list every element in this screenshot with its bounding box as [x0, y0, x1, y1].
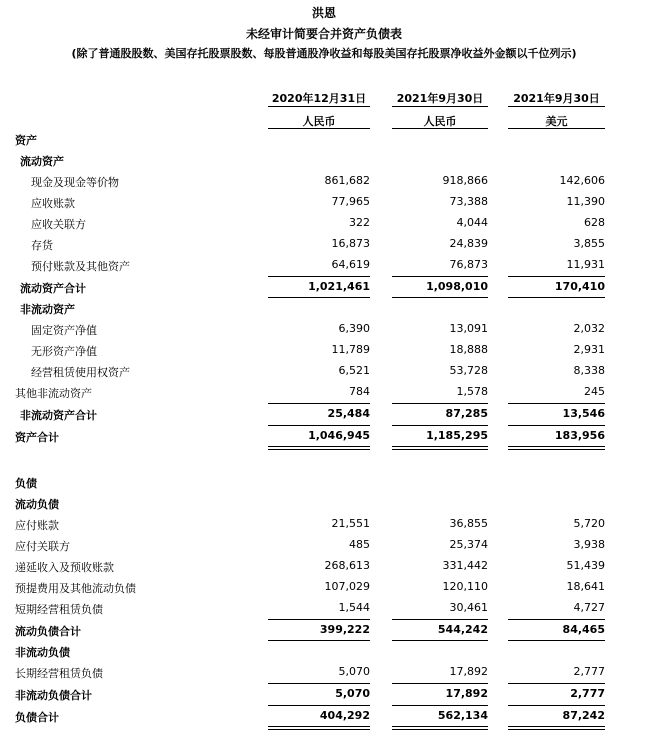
row-label: 短期经营租赁负债	[15, 603, 103, 616]
total-double-rule	[508, 446, 605, 450]
cell-value: 784	[349, 385, 370, 398]
table-row	[0, 256, 648, 276]
table-row	[0, 515, 648, 535]
section-heading-liabilities	[0, 473, 648, 493]
cell-value: 73,388	[449, 195, 488, 208]
column-rule-2	[392, 128, 488, 129]
subtotal-rule	[508, 705, 605, 706]
table-row	[0, 320, 648, 340]
cell-value: 16,873	[331, 237, 370, 250]
total-double-rule	[508, 726, 605, 730]
row-label: 负债合计	[15, 711, 59, 724]
row-label: 资产	[15, 134, 37, 147]
subtotal-rule	[508, 297, 605, 298]
total-row-current-liabilities	[0, 621, 648, 641]
total-row-noncurrent-assets	[0, 405, 648, 425]
subtotal-rule	[392, 640, 488, 641]
column-header-2	[392, 90, 488, 129]
row-label: 流动负债合计	[15, 625, 81, 638]
row-label: 其他非流动资产	[15, 387, 92, 400]
row-label: 固定资产净值	[31, 324, 97, 337]
subtotal-rule	[392, 297, 488, 298]
table-row	[0, 557, 648, 577]
cell-value: 3,938	[573, 538, 605, 551]
cell-value: 628	[584, 216, 605, 229]
subtotal-rule	[508, 619, 605, 620]
subsection-heading-current-liabilities	[0, 494, 648, 514]
subtotal-rule	[508, 683, 605, 684]
total-row-noncurrent-liabilities	[0, 685, 648, 705]
column-currency-3: 美元	[545, 115, 568, 128]
row-label: 流动负债	[15, 498, 59, 511]
column-date-3: 2021年9月30日	[508, 90, 605, 107]
table-row	[0, 578, 648, 598]
subsection-heading-current-assets	[0, 151, 648, 171]
cell-value: 404,292	[319, 709, 370, 722]
row-label: 长期经营租赁负债	[15, 667, 103, 680]
cell-value: 77,965	[331, 195, 370, 208]
row-label: 现金及现金等价物	[31, 176, 119, 189]
subtotal-rule	[392, 705, 488, 706]
cell-value: 18,641	[566, 580, 605, 593]
column-currency-1: 人民币	[302, 115, 336, 128]
cell-value: 13,546	[562, 407, 605, 420]
cell-value: 544,242	[437, 623, 488, 636]
total-double-rule	[268, 726, 370, 730]
row-label: 预付账款及其他资产	[31, 260, 130, 273]
cell-value: 13,091	[449, 322, 488, 335]
subtotal-rule	[268, 705, 370, 706]
cell-value: 2,777	[570, 687, 605, 700]
cell-value: 11,390	[566, 195, 605, 208]
cell-value: 268,613	[324, 559, 370, 572]
cell-value: 4,044	[456, 216, 488, 229]
subtotal-rule	[392, 619, 488, 620]
company-name: 洪恩	[311, 6, 336, 20]
cell-value: 5,070	[338, 665, 370, 678]
cell-value: 76,873	[449, 258, 488, 271]
cell-value: 17,892	[445, 687, 488, 700]
subtotal-rule	[508, 276, 605, 277]
table-row	[0, 362, 648, 382]
subtotal-rule	[508, 640, 605, 641]
cell-value: 6,521	[338, 364, 370, 377]
cell-value: 485	[349, 538, 370, 551]
cell-value: 6,390	[338, 322, 370, 335]
cell-value: 399,222	[319, 623, 370, 636]
cell-value: 1,098,010	[426, 280, 488, 293]
cell-value: 1,185,295	[426, 429, 488, 442]
total-double-rule	[268, 446, 370, 450]
row-label: 负债	[15, 477, 37, 490]
cell-value: 170,410	[554, 280, 605, 293]
subtotal-rule	[268, 425, 370, 426]
cell-value: 17,892	[449, 665, 488, 678]
cell-value: 87,285	[445, 407, 488, 420]
row-label: 非流动资产	[20, 303, 75, 316]
cell-value: 1,021,461	[308, 280, 370, 293]
subtotal-rule	[392, 683, 488, 684]
table-row	[0, 536, 648, 556]
subsection-heading-noncurrent-liabilities	[0, 642, 648, 662]
subsection-heading-noncurrent-assets	[0, 299, 648, 319]
cell-value: 2,931	[573, 343, 605, 356]
cell-value: 331,442	[442, 559, 488, 572]
cell-value: 8,338	[573, 364, 605, 377]
subtotal-rule	[268, 640, 370, 641]
row-label: 资产合计	[15, 431, 59, 444]
cell-value: 120,110	[442, 580, 488, 593]
cell-value: 36,855	[449, 517, 488, 530]
cell-value: 25,374	[449, 538, 488, 551]
cell-value: 25,484	[327, 407, 370, 420]
row-label: 非流动资产合计	[20, 409, 97, 422]
table-row	[0, 663, 648, 683]
cell-value: 30,461	[449, 601, 488, 614]
subtotal-rule	[268, 403, 370, 404]
cell-value: 245	[584, 385, 605, 398]
column-header-1	[268, 90, 370, 129]
row-label: 流动资产	[20, 155, 64, 168]
row-label: 预提费用及其他流动负债	[15, 582, 136, 595]
total-double-rule	[392, 726, 488, 730]
subtotal-rule	[268, 276, 370, 277]
cell-value: 51,439	[566, 559, 605, 572]
table-row	[0, 193, 648, 213]
row-label: 应收账款	[31, 197, 75, 210]
table-row	[0, 235, 648, 255]
table-row	[0, 341, 648, 361]
subtotal-rule	[392, 403, 488, 404]
cell-value: 4,727	[573, 601, 605, 614]
table-row	[0, 383, 648, 403]
total-row-assets	[0, 427, 648, 447]
cell-value: 1,544	[338, 601, 370, 614]
cell-value: 107,029	[324, 580, 370, 593]
row-label: 无形资产净值	[31, 345, 97, 358]
cell-value: 87,242	[562, 709, 605, 722]
cell-value: 2,032	[573, 322, 605, 335]
column-currency-2: 人民币	[423, 115, 457, 128]
subtotal-rule	[268, 619, 370, 620]
cell-value: 918,866	[442, 174, 488, 187]
subtotal-rule	[268, 297, 370, 298]
subtotal-rule	[508, 403, 605, 404]
subtotal-rule	[268, 683, 370, 684]
cell-value: 21,551	[331, 517, 370, 530]
cell-value: 562,134	[437, 709, 488, 722]
subtotal-rule	[508, 425, 605, 426]
subtotal-rule	[392, 276, 488, 277]
total-row-current-assets	[0, 278, 648, 298]
cell-value: 1,046,945	[308, 429, 370, 442]
cell-value: 11,931	[566, 258, 605, 271]
row-label: 非流动负债合计	[15, 689, 92, 702]
table-row	[0, 599, 648, 619]
total-row-liabilities	[0, 707, 648, 727]
statement-note: (除了普通股股数、美国存托股票股数、每股普通股净收益和每股美国存托股票净收益外金额以千位列示)	[71, 47, 577, 60]
cell-value: 24,839	[449, 237, 488, 250]
table-row	[0, 172, 648, 192]
cell-value: 142,606	[559, 174, 605, 187]
column-header-3	[508, 90, 605, 129]
cell-value: 5,720	[573, 517, 605, 530]
cell-value: 64,619	[331, 258, 370, 271]
statement-title: 未经审计简要合并资产负债表	[245, 27, 402, 41]
cell-value: 53,728	[449, 364, 488, 377]
table-row	[0, 214, 648, 234]
subtotal-rule	[392, 425, 488, 426]
section-heading-assets	[0, 130, 648, 150]
row-label: 递延收入及预收账款	[15, 561, 114, 574]
cell-value: 183,956	[554, 429, 605, 442]
cell-value: 861,682	[324, 174, 370, 187]
column-date-2: 2021年9月30日	[392, 90, 488, 107]
cell-value: 3,855	[573, 237, 605, 250]
cell-value: 322	[349, 216, 370, 229]
column-date-1: 2020年12月31日	[268, 90, 370, 107]
row-label: 应付关联方	[15, 540, 70, 553]
column-rule-1	[268, 128, 370, 129]
cell-value: 11,789	[331, 343, 370, 356]
cell-value: 84,465	[562, 623, 605, 636]
row-label: 存货	[31, 239, 53, 252]
row-label: 流动资产合计	[20, 282, 86, 295]
cell-value: 1,578	[456, 385, 488, 398]
row-label: 应收关联方	[31, 218, 86, 231]
column-rule-3	[508, 128, 605, 129]
cell-value: 18,888	[449, 343, 488, 356]
row-label: 应付账款	[15, 519, 59, 532]
total-double-rule	[392, 446, 488, 450]
cell-value: 2,777	[573, 665, 605, 678]
row-label: 非流动负债	[15, 646, 70, 659]
row-label: 经营租赁使用权资产	[31, 366, 130, 379]
cell-value: 5,070	[335, 687, 370, 700]
